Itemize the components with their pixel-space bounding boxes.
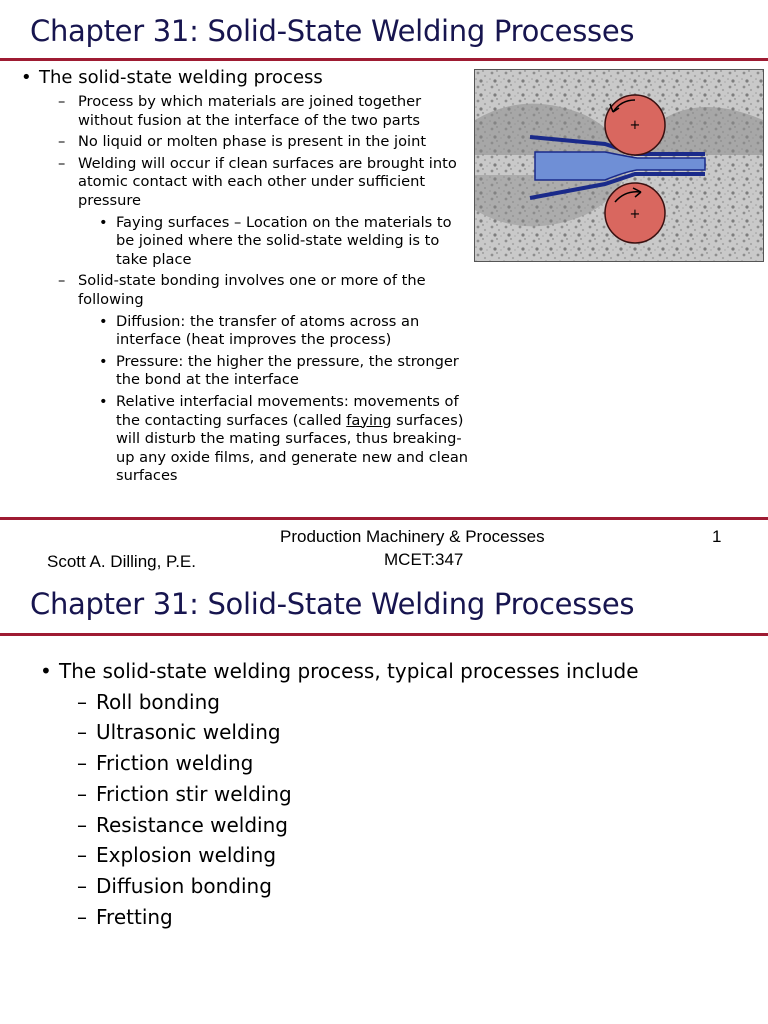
process-item: – Friction stir welding — [40, 779, 639, 810]
title-rule — [0, 58, 768, 61]
sub-interfacial-movements — [20, 393, 470, 486]
slide-1-title: Chapter 31: Solid-State Welding Processes — [30, 14, 635, 48]
faying-underlined: faying — [346, 411, 392, 429]
process-item: – Fretting — [40, 902, 639, 933]
interfacial-text-a: Relative interfacial movements: movements of the contacting surfaces (called — [116, 392, 459, 429]
process-item: – Ultrasonic welding — [40, 717, 639, 748]
slide-2-body — [40, 656, 639, 932]
slide-2-title: Chapter 31: Solid-State Welding Processes — [30, 587, 635, 621]
process-item: – Explosion welding — [40, 840, 639, 871]
dash-atomic-contact: – Welding will occur if clean surfaces are brought into atomic contact with each other under sufficient pressure — [20, 155, 470, 211]
bullet-typical-processes: • The solid-state welding process, typical processes include — [40, 656, 639, 687]
sub-pressure: • Pressure: the higher the pressure, the stronger the bond at the interface — [20, 353, 470, 390]
footer-rule — [0, 517, 768, 520]
interfacial-text-b: surfaces) will disturb the mating surfaces, thus breaking-up any oxide films, and generate new and clean surfaces — [116, 411, 469, 485]
bullet-main: • The solid-state welding process — [20, 66, 470, 90]
dash-bonding-involves: – Solid-state bonding involves one or more of the following — [20, 272, 470, 309]
roll-bonding-figure — [474, 69, 764, 262]
roll-bonding-diagram — [475, 70, 763, 261]
page-number: 1 — [712, 527, 722, 546]
process-item: – Roll bonding — [40, 687, 639, 718]
sub-faying-surfaces: • Faying surfaces – Location on the materials to be joined where the solid-state welding is to take place — [20, 214, 470, 270]
slide-1-body — [20, 66, 470, 486]
process-item: – Diffusion bonding — [40, 871, 639, 902]
title-rule — [0, 633, 768, 636]
process-item: – Friction welding — [40, 748, 639, 779]
roller-center-icon: + — [629, 118, 641, 133]
footer-author: Scott A. Dilling, P.E. — [47, 552, 196, 571]
sub-diffusion: • Diffusion: the transfer of atoms across an interface (heat improves the process) — [20, 313, 470, 350]
process-item: – Resistance welding — [40, 810, 639, 841]
footer-course: Production Machinery & Processes — [280, 527, 545, 546]
dash-definition: – Process by which materials are joined together without fusion at the interface of the two parts — [20, 93, 470, 130]
dash-no-liquid: – No liquid or molten phase is present in the joint — [20, 133, 470, 152]
roller-center-icon: + — [629, 207, 641, 222]
footer-course-code: MCET:347 — [384, 550, 464, 569]
